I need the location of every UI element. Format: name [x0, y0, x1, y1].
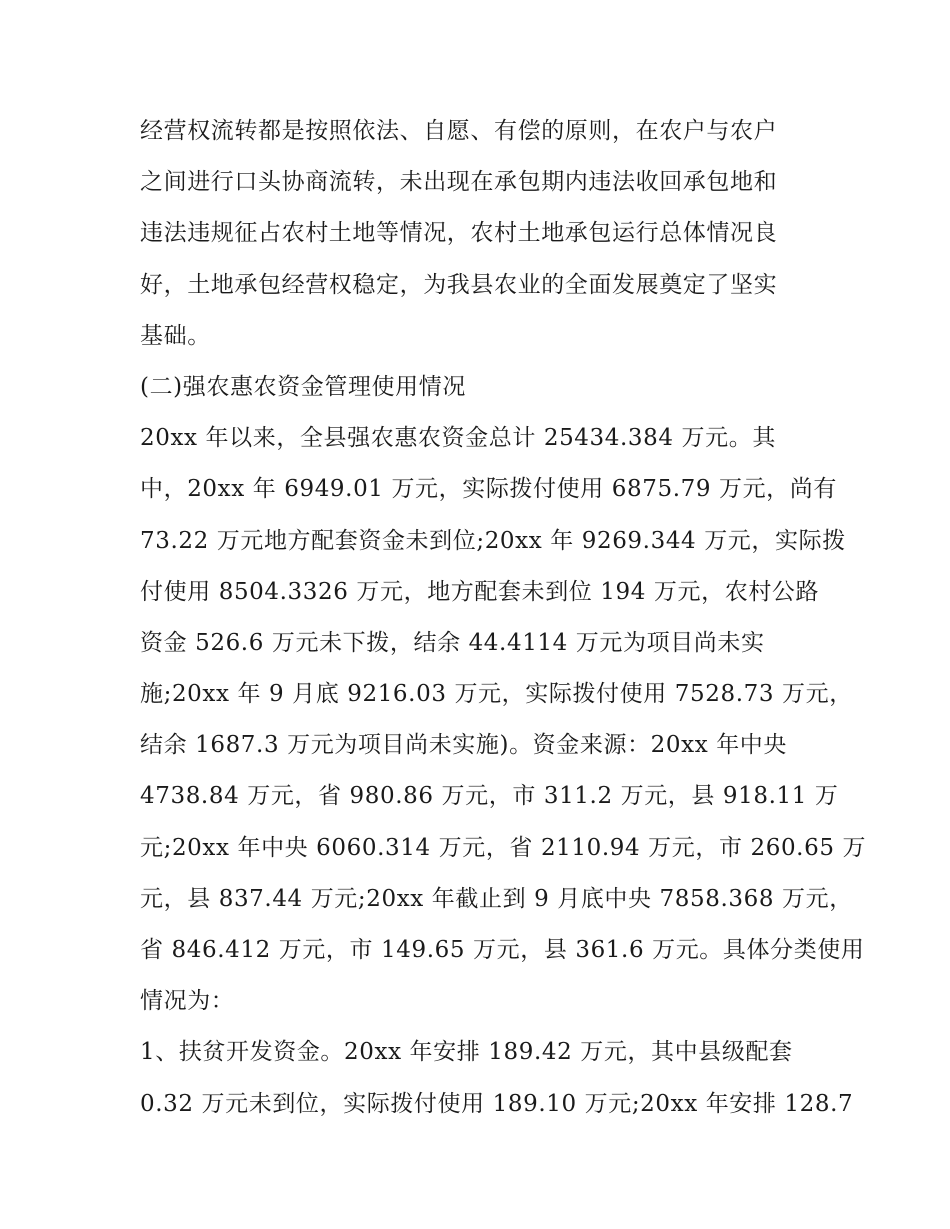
text-line: 中，20xx 年 6949.01 万元，实际拨付使用 6875.79 万元，尚有: [140, 476, 837, 503]
text-line: 好，土地承包经营权稳定，为我县农业的全面发展奠定了坚实: [140, 271, 778, 298]
text-line: 施;20xx 年 9 月底 9216.03 万元，实际拨付使用 7528.73 万元，: [140, 681, 853, 708]
text-line: 省 846.412 万元，市 149.65 万元，县 361.6 万元。具体分类使用: [140, 937, 865, 963]
text-line: 1、扶贫开发资金。20xx 年安排 189.42 万元，其中县级配套: [140, 1039, 793, 1066]
body-text: [140, 106, 867, 1130]
text-line: 违法违规征占农村土地等情况，农村土地承包运行总体情况良: [140, 220, 778, 247]
text-line: 元，县 837.44 万元;20xx 年截止到 9 月底中央 7858.368 万元，: [140, 885, 853, 912]
text-line: 情况为：: [140, 988, 235, 1015]
text-line: 73.22 万元地方配套资金未到位;20xx 年 9269.344 万元，实际拨: [140, 527, 846, 554]
text-line: 4738.84 万元，省 980.86 万元，市 311.2 万元，县 918.11 万: [140, 783, 839, 810]
text-line: 之间进行口头协商流转，未出现在承包期内违法收回承包地和: [140, 169, 778, 196]
text-line: 付使用 8504.3326 万元，地方配套未到位 194 万元，农村公路: [140, 578, 820, 605]
text-line: 经营权流转都是按照依法、自愿、有偿的原则，在农户与农户: [140, 118, 778, 144]
text-line: 0.32 万元未到位，实际拨付使用 189.10 万元;20xx 年安排 128.7: [140, 1090, 854, 1117]
text-line: 元;20xx 年中央 6060.314 万元，省 2110.94 万元，市 260.65 万: [140, 834, 867, 861]
text-line: 基础。: [140, 322, 211, 349]
text-line: 资金 526.6 万元未下拨，结余 44.4114 万元为项目尚未实: [140, 629, 765, 656]
text-line: 20xx 年以来，全县强农惠农资金总计 25434.384 万元。其: [140, 425, 776, 452]
section-heading: (二)强农惠农资金管理使用情况: [140, 373, 466, 400]
text-line: 结余 1687.3 万元为项目尚未实施)。资金来源：20xx 年中央: [140, 732, 787, 759]
